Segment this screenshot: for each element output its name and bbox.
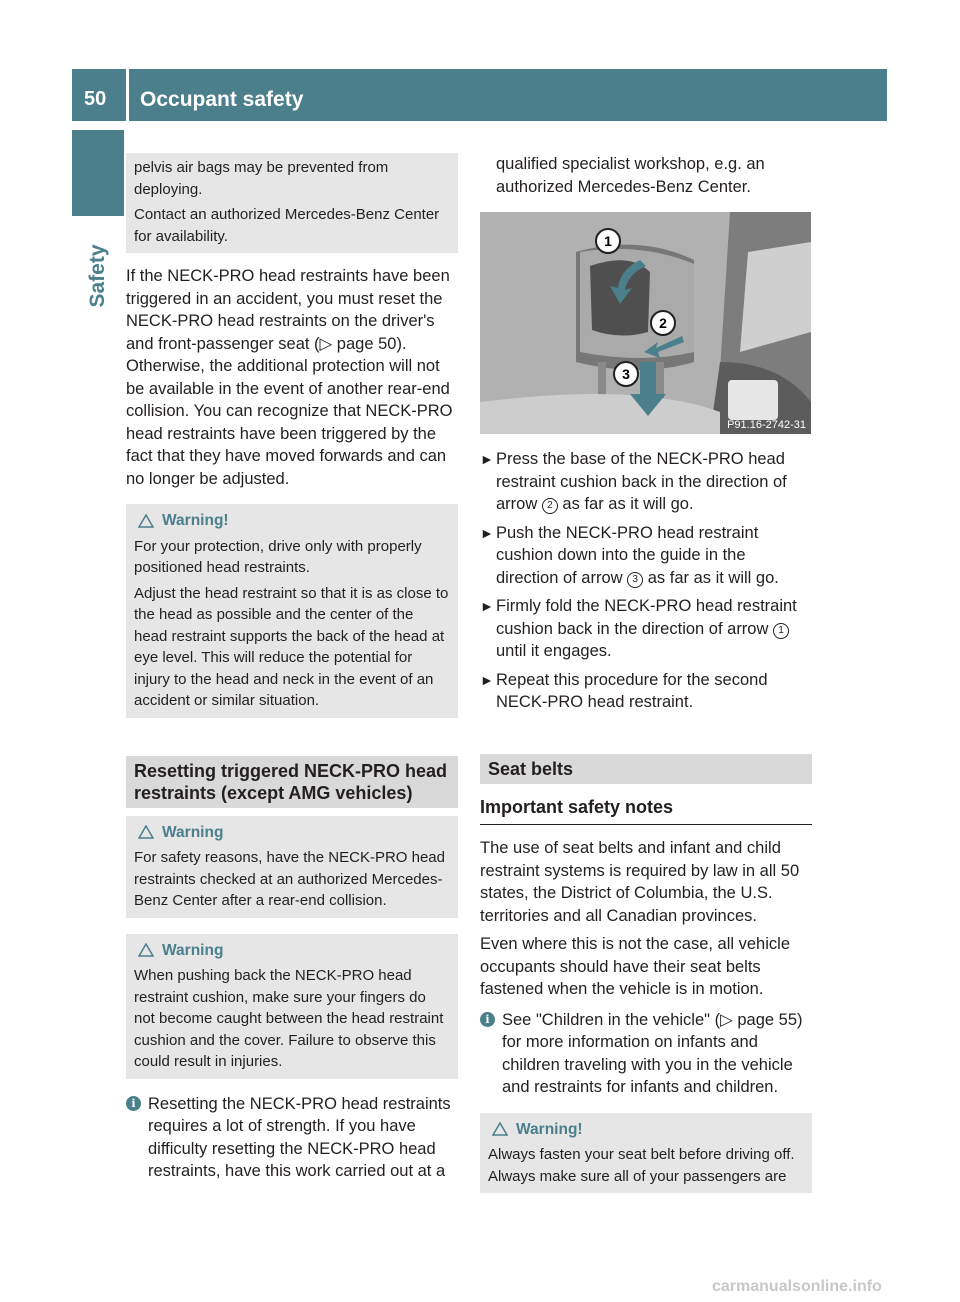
- step-text: as far as it will go.: [557, 495, 694, 513]
- arrow-number-ref: 3: [627, 572, 643, 588]
- head-restraint-figure: [480, 212, 811, 434]
- info-icon: i: [480, 1012, 495, 1027]
- list-item: [480, 522, 812, 590]
- warning-text: When pushing back the NECK-PRO head restraint cushion, make sure your fingers do not become caught between the head restraint cushion and the cover. Failure to observe this could result in injuries.: [134, 967, 444, 1070]
- continuation-text: qualified specialist workshop, e.g. an authorized Mercedes-Benz Center.: [496, 155, 765, 196]
- warning-triangle-icon: [138, 514, 154, 528]
- warning-box: [126, 816, 458, 918]
- right-column: [480, 153, 812, 1193]
- page-number: 50: [84, 88, 107, 110]
- warning-title-text: Warning!: [162, 512, 229, 529]
- warning-text: For safety reasons, have the NECK-PRO head restraints checked at an authorized Mercedes-Benz Center after a rear-end collision.: [134, 849, 445, 909]
- section-heading: Resetting triggered NECK-PRO head restraints (except AMG vehicles): [126, 756, 458, 808]
- body-paragraph: If the NECK-PRO head restraints have been triggered in an accident, you must reset the NECK-PRO head restraints on the driver's and front-passenger seat (▷ page 50). Otherwise, the additional protection will not be available in the event of another rear-end collision. You can recognize that NECK-PRO head restraints have been triggered by the fact that they have moved forwards and can no longer be adjusted.: [126, 267, 453, 488]
- step-text: Push the NECK-PRO head restraint cushion down into the guide in the direction of arrow: [496, 523, 759, 587]
- step-arrow-icon: ►: [480, 598, 494, 614]
- step-text: Repeat this procedure for the second NECK-PRO head restraint.: [496, 670, 768, 711]
- side-tab-label: Safety: [86, 244, 109, 308]
- step-arrow-icon: ►: [480, 524, 494, 541]
- warning-triangle-icon: [138, 943, 154, 957]
- step-text: until it engages.: [496, 642, 612, 660]
- warning-title-text: Warning!: [516, 1120, 583, 1138]
- body-paragraph: The use of seat belts and infant and child restraint systems is required by law in all 50 states, the District of Columbia, the U.S. territories and all Canadian provinces.: [480, 839, 800, 925]
- warning-text: Adjust the head restraint so that it is as close to the head as possible and the center of the head restraint supports the back of the head at eye level. This will reduce the potential for injury to the head and neck in the event of an accident or similar situation.: [134, 584, 449, 709]
- info-text: See "Children in the vehicle" (▷ page 55) for more information on infants and children traveling with you in the vehicle and restraints for infants and children.: [502, 1010, 803, 1096]
- callout-3: [614, 362, 638, 386]
- side-tab: [82, 226, 114, 326]
- warning-title: [488, 1119, 804, 1141]
- callout-label: 2: [659, 315, 667, 331]
- warning-text: For your protection, drive only with properly positioned head restraints.: [134, 537, 422, 576]
- info-text: Resetting the NECK-PRO head restraints requires a lot of strength. If you have difficulty resetting the NECK-PRO head restraints, have this work carried out at a: [148, 1094, 451, 1180]
- warning-title: [134, 822, 450, 844]
- step-arrow-icon: ►: [480, 451, 494, 467]
- warning-triangle-icon: [138, 825, 154, 839]
- warning-title-text: Warning: [162, 941, 224, 959]
- warning-triangle-icon: [492, 1122, 508, 1136]
- left-column: [126, 153, 458, 1183]
- figure-code: P91.16-2742-31: [727, 419, 806, 431]
- list-item: [480, 669, 812, 714]
- footer-watermark: carmanualsonline.info: [712, 1278, 882, 1295]
- step-text: Press the base of the NECK-PRO head restraint cushion back in the direction of arrow: [496, 450, 787, 513]
- list-item: [480, 595, 812, 663]
- warning-title: [134, 510, 450, 532]
- warning-box: [126, 504, 458, 718]
- body-paragraph: Even where this is not the case, all vehicle occupants should have their seat belts fastened when the vehicle is in motion.: [480, 935, 790, 998]
- box-text: pelvis air bags may be prevented from deploying.: [134, 159, 389, 198]
- warning-box: [126, 934, 458, 1079]
- info-icon: i: [126, 1096, 141, 1111]
- page-title: Occupant safety: [140, 88, 304, 111]
- arrow-number-ref: 2: [542, 498, 558, 514]
- subheading: Important safety notes: [480, 790, 812, 826]
- callout-1: [596, 229, 620, 253]
- warning-title-text: Warning: [162, 823, 224, 841]
- step-arrow-icon: ►: [480, 671, 494, 688]
- header-divider: [126, 69, 129, 121]
- step-list: [480, 448, 812, 714]
- arrow-number-ref: 1: [773, 623, 789, 639]
- continuation-box: [126, 153, 458, 253]
- warning-text: Always fasten your seat belt before driving off. Always make sure all of your passengers are: [488, 1146, 795, 1185]
- warning-box: [480, 1113, 812, 1194]
- info-note: [126, 1093, 458, 1183]
- side-tab-block: [72, 130, 124, 216]
- callout-label: 1: [604, 233, 612, 249]
- step-text: Firmly fold the NECK-PRO head restraint cushion back in the direction of arrow: [496, 597, 797, 638]
- list-item: [480, 448, 812, 516]
- section-heading: Seat belts: [480, 754, 812, 784]
- callout-2: [651, 311, 675, 335]
- info-note: [480, 1009, 812, 1099]
- box-text: Contact an authorized Mercedes-Benz Center for availability.: [134, 206, 440, 245]
- callout-label: 3: [622, 366, 630, 382]
- warning-title: [134, 940, 450, 962]
- step-text: as far as it will go.: [643, 568, 779, 587]
